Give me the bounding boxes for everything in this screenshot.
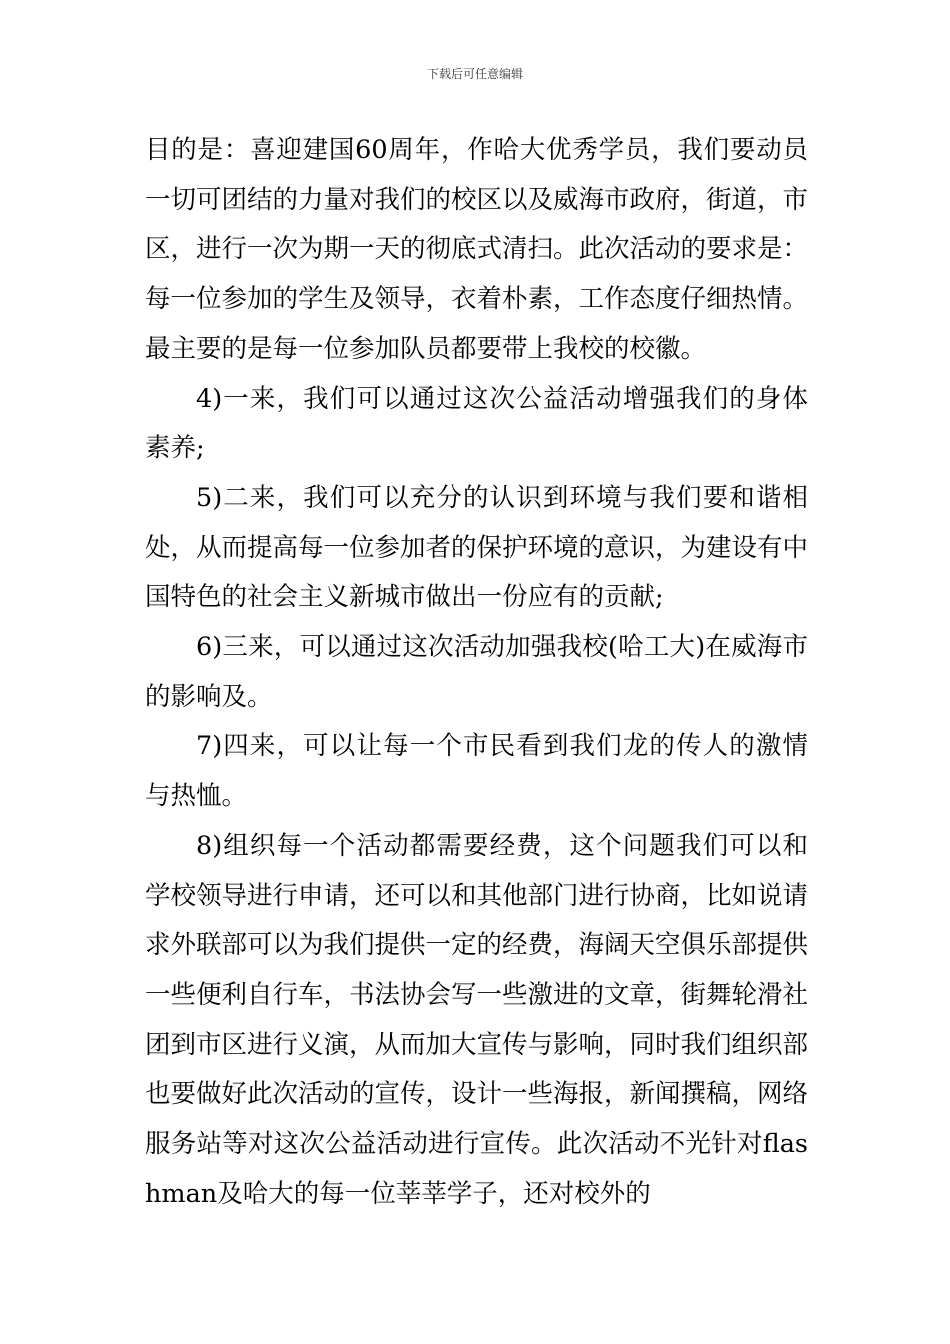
page-header: 下载后可任意编辑 [426, 67, 523, 81]
document-body [145, 126, 808, 1219]
paragraph-item-5: 5)二来，我们可以充分的认识到环境与我们要和谐相处，从而提高每一位参加者的保护环境的意识，为建设有中国特色的社会主义新城市做出一份应有的贡献; [145, 482, 809, 613]
paragraph-item-8: 8)组织每一个活动都需要经费，这个问题我们可以和学校领导进行申请，还可以和其他部门进行协商，比如说请求外联部可以为我们提供一定的经费，海阔天空俱乐部提供一些便利自行车，书法协会写一些激进的文章，街舞轮滑社团到市区进行义演，从而加大宣传与影响，同时我们组织部也要做好此次活动的宣传，设计一些海报，新闻撰稿，网络服务站等对这次公益活动进行宣传。此次活动不光针对flashman及哈大的每一位莘莘学子，还对校外的 [145, 830, 809, 1209]
paragraph-item-4: 4)一来，我们可以通过这次公益活动增强我们的身体素养; [145, 383, 808, 464]
paragraph-item-6: 6)三来，可以通过这次活动加强我校(哈工大)在威海市的影响及。 [145, 632, 808, 712]
paragraph-purpose: 目的是：喜迎建国60周年，作哈大优秀学员，我们要动员一切可团结的力量对我们的校区以及威海市政府，街道，市区，进行一次为期一天的彻底式清扫。此次活动的要求是：每一位参加的学生及领导，衣着朴素，工作态度仔细热情。最主要的是每一位参加队员都要带上我校的校徽。 [145, 135, 809, 364]
paragraph-item-7: 7)四来，可以让每一个市民看到我们龙的传人的激情与热恤。 [145, 731, 808, 812]
